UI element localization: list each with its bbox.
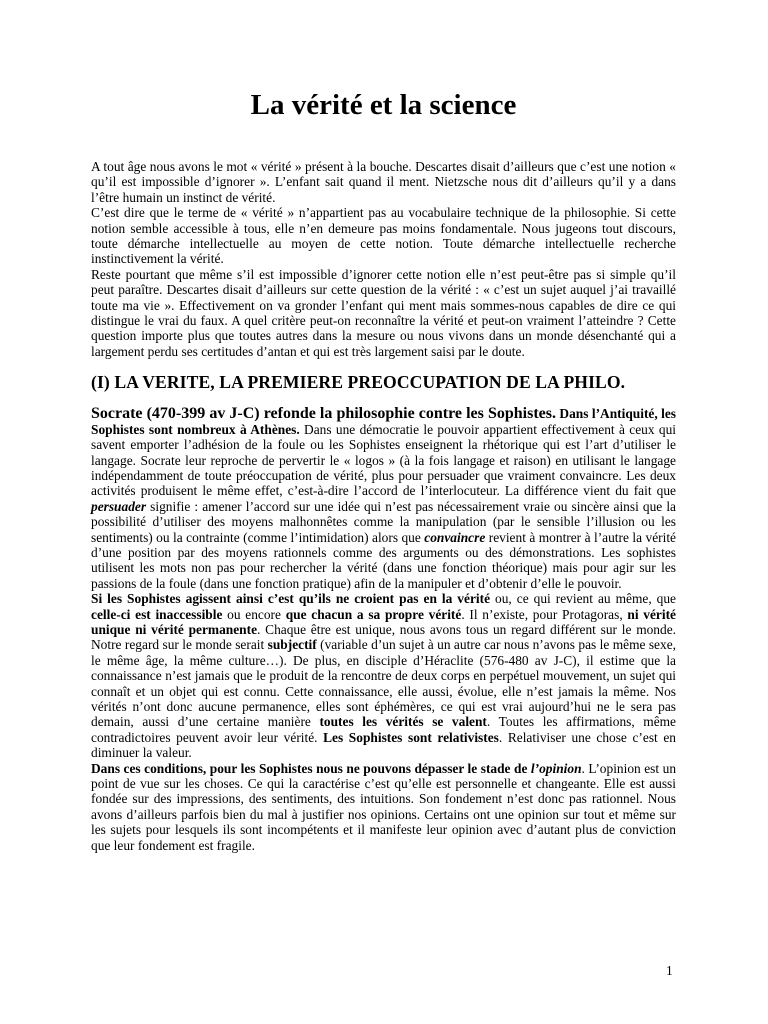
opinion-paragraph — [91, 761, 676, 853]
intro-paragraph-2: C’est dire que le terme de « vérité » n’appartient pas au vocabulaire technique de la philosophie. Si cette notion semble accessible à tous, elle n’en demeure pas moins fondamentale. Nous jugeons tout discours, toute démarche intellectuelle au moyen de cette notion. Toute démarche intellectuelle recherche instinctivement la vérité. — [91, 205, 676, 267]
page-number: 1 — [666, 963, 673, 978]
document-title: La vérité et la science — [250, 89, 517, 121]
text-run: . L’opinion est un point de vue sur les choses. Ce qui la caractérise c’est qu’elle est personnelle et changeante. Elle est aussi fondée sur des impressions, des sentiments, des intuitions. Son fondement n’est donc pas rationnel. Nous avons d’ailleurs parfois bien du mal à justifier nos opinions. Certains ont une opinion sur tout et même sur les sujets pour lesquels ils sont incompétents et il manifeste leur opinion avec d’autant plus de conviction que leur fondement est fragile. — [91, 760, 677, 853]
socrates-subheading: Socrate (470-399 av J-C) refonde la philosophie contre les Sophistes. — [91, 405, 556, 423]
text-run: Dans une démocratie le pouvoir appartient effectivement à ceux qui savent emporter l’adhésion de la foule ou les Sophistes enseignent la rhétorique qui est l’art d’utiliser le langage. Socrate leur reproche de pervertir le « logos » (à la fois langage et raison) en utilisant le langage indépendamment de toute préoccupation de vérité, plus pour persuader que vraiment convaincre. Les deux activités produisent le même effet, c’est-à-dire l’accord de l’interlocuteur. La différence vient du fait que — [91, 421, 676, 499]
athens-lead: Dans l’Antiquité, les Sophistes sont nombreux à Athènes. — [91, 406, 677, 437]
text-run: revient à montrer à l’autre la vérité d’une position par des moyens rationnels comme des arguments ou des démonstrations. Les sophistes utilisent les mots non pas pour rechercher la vérité (dans une fonction théorique) mais pour agir sur les passions de la foule (dans une fonction pratique) afin de la manipuler et d’obtenir d’elle le pouvoir. — [91, 529, 676, 591]
text-run: signifie : amener l’accord sur une idée qui n’est pas nécessairement vraie ou sincère ainsi que la possibilité d’utiliser des moyens malhonnêtes comme la manipulation (par le sensible l’illusion ou les sentiments) ou la contrainte (comme l’intimidation) alors que — [91, 498, 676, 545]
bold-phrase: Dans ces conditions, pour les Sophistes nous ne pouvons dépasser le stade de — [91, 760, 531, 776]
text-run: . Relativiser une chose c’est en diminuer la valeur. — [91, 729, 676, 761]
text-run: ou, ce qui revient au même, que — [490, 591, 676, 607]
introduction — [91, 159, 676, 359]
bold-phrase: subjectif — [267, 637, 317, 653]
convaincre-term: convaincre — [424, 529, 486, 545]
text-run: . Il n’existe, pour Protagoras, — [461, 606, 628, 622]
sophists-paragraph — [91, 591, 676, 760]
bold-phrase: Les Sophistes sont relativistes — [323, 729, 499, 745]
intro-paragraph-3: Reste pourtant que même s’il est impossible d’ignorer cette notion elle n’est peut-être pas si simple qu’il peut paraître. Descartes disait d’ailleurs sur cette question de la vérité : « c’est un sujet auquel j’ai travaillé toute ma vie ». Effectivement on va gronder l’enfant qui ment mais sommes-nous capables de dire ce qui distingue le vrai du faux. A quel critère peut-on reconnaître la vérité et peut-on vraiment l’atteindre ? Cette question importe plus que toutes autres dans la mesure ou nous vivons dans un monde désenchanté qui a largement perdu ses certitudes d’antan et qui est très largement saisi par le doute. — [91, 266, 676, 359]
intro-paragraph-1: A tout âge nous avons le mot « vérité » présent à la bouche. Descartes disait d’ailleurs que c’est une notion « qu’il est impossible d’ignorer ». L’enfant sait quand il ment. Nietzsche nous dit d’ailleurs qu’il y a dans l’être humain un instinct de vérité. — [91, 159, 676, 205]
bold-phrase: toutes les vérités se valent — [319, 714, 487, 730]
socrates-paragraph — [91, 406, 676, 591]
text-run: (variable d’un sujet à un autre car nous n’avons pas le même sexe, le même âge, la même culture…). De plus, en disciple d’Héraclite (576-480 av J-C), il estime que la connaissance n’est jamais que le produit de la rencontre de deux corps en perpétuel mouvement, un sujet qui connaît et un objet qui est connu. Cette connaissance, elle aussi, évolue, elle n’est jamais la même. Nos vérités n’ont donc aucune permanence, elles sont éphémères, ce qui est vrai aujourd’hui ne le sera pas demain, aussi d’une certaine manière — [91, 637, 676, 730]
text-run: ou encore — [222, 606, 286, 622]
document-page — [91, 0, 676, 853]
bold-phrase: celle-ci est inaccessible — [91, 606, 223, 622]
opinion-term: l’opinion — [530, 760, 582, 776]
bold-phrase: Si les Sophistes agissent ainsi c’est qu’ils ne croient pas en la vérité — [91, 591, 491, 607]
persuader-term: persuader — [91, 498, 147, 514]
bold-phrase: ni vérité unique ni vérité permanente — [91, 606, 676, 637]
bold-phrase: que chacun a sa propre vérité — [285, 606, 462, 622]
section-heading: (I) LA VERITE, LA PREMIERE PREOCCUPATION DE LA PHILO. — [91, 372, 626, 393]
text-run: . Chaque être est unique, nous avons tous un regard différent sur le monde. Notre regard sur le monde serait — [91, 621, 676, 653]
text-run: . Toutes les affirmations, même contradictoires peuvent avoir leur vérité. — [91, 714, 676, 745]
